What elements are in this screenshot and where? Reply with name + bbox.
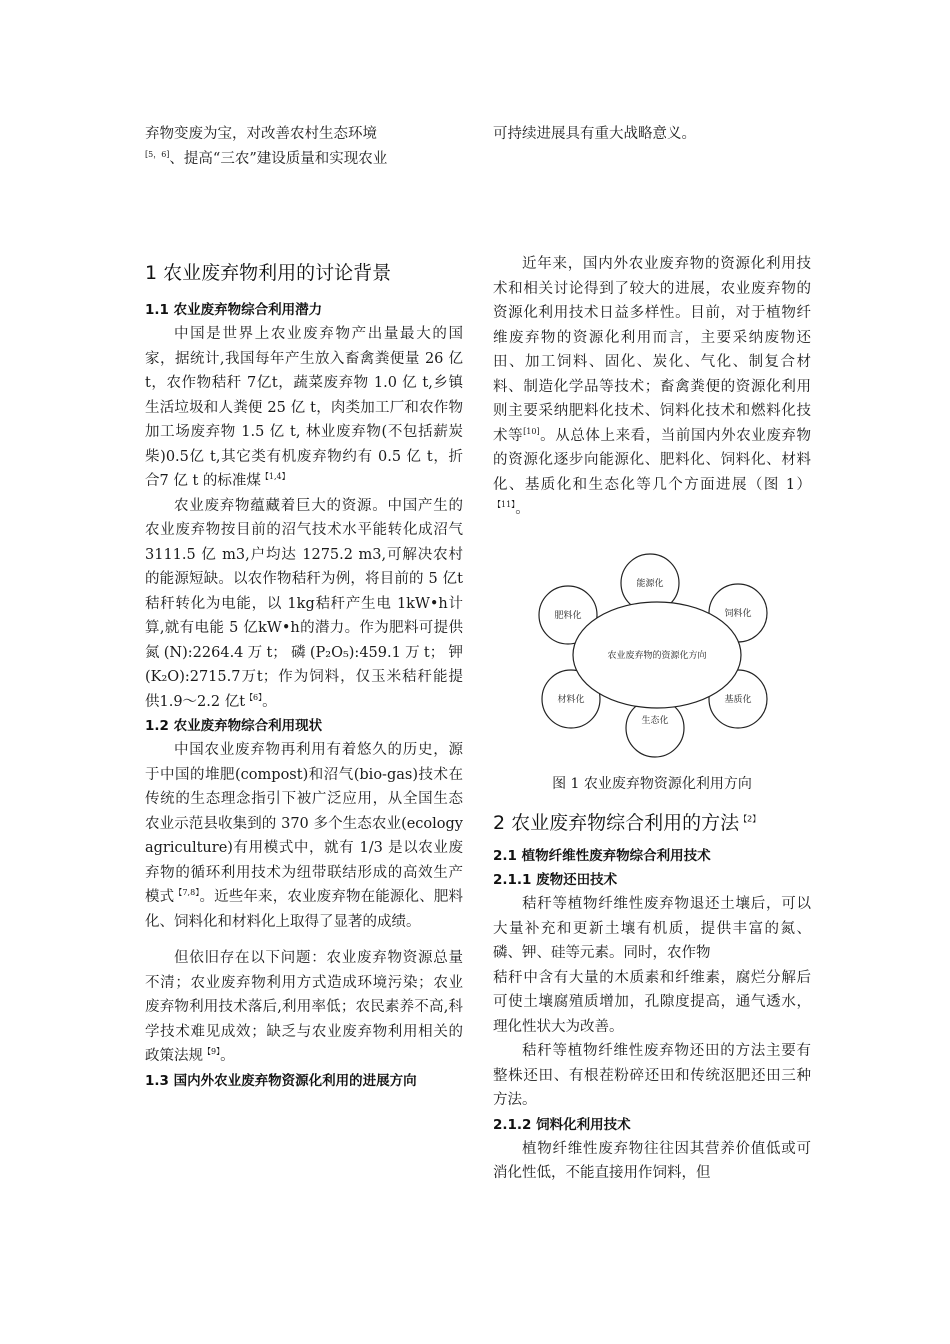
citation: 【9】 [203,1047,221,1057]
top-left-fragment [145,122,463,171]
figure-1-diagram [533,553,783,763]
citation: [5，6] [145,149,170,159]
citation: 【1,4】 [260,472,290,482]
citation: 【11】 [493,500,516,510]
left-column [145,258,463,1093]
paragraph: 秸秆等植物纤维性废弃物还田的方法主要有整株还田、有根茬粉碎还田和传统沤肥还田三种方法。 [493,1043,811,1108]
paragraph: 近年来，国内外农业废弃物的资源化利用技术和相关讨论得到了较大的进展，农业废弃物的资源化利用技术日益多样性。目前，对于植物纤维废弃物的资源化利用而言，主要采纳废物还田、加工饲料、固化、炭化、气化、制复合材料、制造化学品等技术；畜禽粪便的资源化利用则主要采纳肥料化技术、饲料化技术和燃料化技术等[10]。从总体上来看，当前国内外农业废弃物的资源化逐步向能源化、肥料化、饲料化、材料化、基质化和生态化等几个方面进展（图 1）$^{【11】}$。 [493,256,812,517]
citation: 【6】 [245,692,263,702]
figure-node-label: 能源化 [636,579,664,589]
figure-1-svg [533,553,783,763]
figure-node-label: 材料化 [557,695,585,705]
paragraph: 秸秆等植物纤维性废弃物退还土壤后，可以大量补充和更新土壤有机质，提供丰富的氮、磷、钾、硅等元素。同时，农作物 [493,896,811,961]
figure-node-label: 肥料化 [554,611,582,621]
paragraph: 但依旧存在以下问题：农业废弃物资源总量不清；农业废弃物利用方式造成环境污染；农业废弃物利用技术落后,利用率低；农民素养不高,科学技术难见成效；缺乏与农业废弃物利用相关的政策法规$^{【9】}$。 [145,950,463,1064]
paragraph: 植物纤维性废弃物往往因其营养价值低或可消化性低，不能直接用作饲料，但 [493,1140,811,1181]
right-column-upper [493,252,811,522]
subsection-heading-1-1: 1.1 农业废弃物综合利用潜力 [145,302,323,318]
figure-node-label: 基质化 [724,695,752,705]
section-heading-1: 1 农业废弃物利用的讨论背景 [145,262,392,284]
right-column-lower [493,808,811,1186]
subsection-heading-2-1: 2.1 植物纤维性废弃物综合利用技术 [493,848,711,864]
figure-center-label: 农业废弃物的资源化方向 [607,651,707,661]
figure-node-label: 饲料化 [724,609,752,619]
top-left-line1: 弃物变废为宝，对改善农村生态环境 [145,126,377,142]
paragraph: 中国是世界上农业废弃物产出量最大的国家，据统计,我国每年产生放入畜禽粪便量 26 亿 t，农作物秸秆 7亿t，蔬菜废弃物 1.0 亿 t,乡镇生活垃圾和人粪便 25 亿 t，肉类加工厂和农作物加工场废弃物 1.5 亿 t, 林业废弃物(不包括薪炭柴)0.5亿 t,其它类有机废弃物约有 0.5 亿 t，折合7 亿 t 的标准煤$^{【1,4】}$ [145,326,463,489]
section-heading-2: 2 农业废弃物综合利用的方法$^{【2】}$ [493,812,761,834]
citation: [10] [523,426,540,436]
subsection-heading-1-3: 1.3 国内外农业废弃物资源化利用的进展方向 [145,1072,417,1089]
top-right-fragment [493,122,811,147]
citation: 【2】 [739,814,761,824]
figure-node-label: 生态化 [641,716,669,726]
top-left-line2: 、提高“三农”建设质量和实现农业 [169,150,388,167]
figure-caption: 图 1 农业废弃物资源化利用方向 [552,776,752,792]
subsection-heading-2-1-2: 2.1.2 饲料化利用技术 [493,1116,631,1133]
subsection-heading-2-1-1: 2.1.1 废物还田技术 [493,872,618,888]
top-right-line1: 可持续进展具有重大战略意义。 [493,126,696,142]
paragraph: 中国农业废弃物再利用有着悠久的历史，源于中国的堆肥(compost)和沼气(bio-gas)技术在传统的生态理念指引下被广泛应用，从全国生态农业示范县收集到的 370 多个生态农业(ecology agriculture)有用模式中，就有 1/3 是以农业废弃物的循环利用技术为纽带联结形成的高效生产模式$^{【7,8】}$。近些年来，农业废弃物在能源化、肥料化、饲料化和材料化上取得了显著的成绩。 [145,742,463,930]
subsection-heading-1-2: 1.2 农业废弃物综合利用现状 [145,718,323,734]
paragraph: 农业废弃物蕴藏着巨大的资源。中国产生的农业废弃物按目前的沼气技术水平能转化成沼气 3111.5 亿 m3,户均达 1275.2 m3,可解决农村的能源短缺。以农作物秸秆为例，将目前的 5 亿t秸秆转化为电能，以 1kg秸秆产生电 1kW•h计算,就有电能 5 亿kW•h的潜力。作为肥料可提供氮(N):2264.4万t；磷(P₂O₅):459.1万t；钾(K₂O):2715.7万t；作为饲料，仅玉米秸秆能提供1.9～2.2 亿$t^{【6】}$。 [145,497,463,710]
citation: 【7,8】 [174,888,200,898]
paragraph: 秸秆中含有大量的木质素和纤维素，腐烂分解后可使土壤腐殖质增加，孔隙度提高，通气透水，理化性状大为改善。 [493,969,811,1035]
